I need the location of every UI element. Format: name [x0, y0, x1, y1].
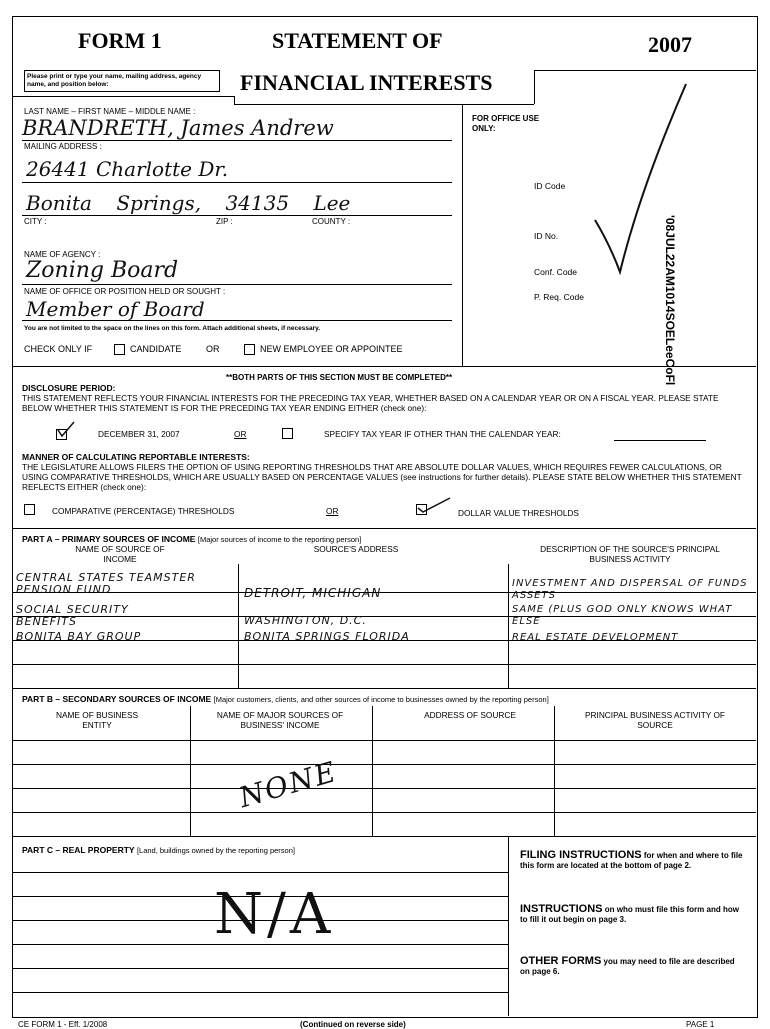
dec31-label: DECEMBER 31, 2007 — [98, 429, 180, 439]
print-instruction: Please print or type your name, mailing address, agency name, and position below: — [24, 70, 220, 92]
part-a-col2-header: SOURCE'S ADDRESS — [313, 544, 399, 554]
part-a-row2-activity[interactable]: SAME (PLUS GOD ONLY KNOWS WHAT ELSE — [512, 604, 733, 627]
manner-text: THE LEGISLATURE ALLOWS FILERS THE OPTION OF USING REPORTING THRESHOLDS THAT ARE ABSOLUTE DOLLAR VALUES, WHICH REQUIRES FEWER CALCULATIONS, OR USING COMPARATIVE THRESHOLDS, WHICH ARE USUALLY BASED ON PERCENTAGE VALUES (see instructions for further details). PLEASE STATE BELOW WHETHER THIS STATEMENT REFLECTS EITHER (check one): — [22, 462, 742, 492]
title-line1: STATEMENT OF — [272, 28, 443, 53]
agency-value[interactable]: Zoning Board — [26, 258, 179, 283]
check-only-if-label: CHECK ONLY IF — [24, 344, 93, 354]
candidate-checkbox[interactable] — [114, 344, 125, 355]
agency-label: NAME OF AGENCY : — [24, 250, 101, 259]
part-a-row1-activity[interactable]: INVESTMENT AND DISPERSAL OF FUNDS ASSETS — [512, 578, 748, 601]
part-b-none: NONE — [235, 754, 342, 815]
part-a-title: PART A – PRIMARY SOURCES OF INCOME — [22, 534, 196, 544]
part-b-note: [Major customers, clients, and other sources of income to businesses owned by the reporting person] — [213, 695, 549, 704]
threshold-or: OR — [326, 506, 339, 516]
conf-code-label: Conf. Code — [534, 267, 577, 277]
part-c-note: [Land, buildings owned by the reporting person] — [136, 846, 295, 855]
footer-continued: (Continued on reverse side) — [300, 1020, 406, 1029]
comparative-checkbox[interactable] — [24, 504, 35, 515]
part-c-heading — [22, 845, 295, 855]
office-use-label: FOR OFFICE USE ONLY: — [472, 114, 540, 133]
part-b-col1-header: NAME OF BUSINESS ENTITY — [55, 710, 139, 730]
part-b-col3-header: ADDRESS OF SOURCE — [424, 710, 516, 720]
specify-checkbox[interactable] — [282, 428, 293, 439]
name-value[interactable]: BRANDRETH, James Andrew — [22, 116, 334, 140]
address-value[interactable]: 26441 Charlotte Dr. — [26, 157, 229, 181]
part-a-col3-header: DESCRIPTION OF THE SOURCE'S PRINCIPAL BUSINESS ACTIVITY — [540, 544, 720, 564]
part-a-row3-name[interactable]: BONITA BAY GROUP — [16, 630, 142, 643]
part-c-na: N/A — [214, 882, 335, 947]
filing-title: FILING INSTRUCTIONS — [520, 849, 642, 861]
how-to-instructions — [520, 904, 746, 925]
part-a-row1-address[interactable]: DETROIT, MICHIGAN — [244, 586, 382, 600]
candidate-label: CANDIDATE — [130, 344, 182, 354]
period-or: OR — [234, 429, 247, 439]
manner-heading: MANNER OF CALCULATING REPORTABLE INTERESTS: — [22, 452, 250, 462]
filing-instructions — [520, 850, 746, 871]
footer-page: PAGE 1 — [686, 1020, 715, 1029]
footer-form-id: CE FORM 1 - Eff. 1/2008 — [18, 1020, 108, 1029]
part-a-heading — [22, 534, 361, 544]
specify-label: SPECIFY TAX YEAR IF OTHER THAN THE CALENDAR YEAR: — [324, 429, 561, 439]
both-parts-note: **BOTH PARTS OF THIS SECTION MUST BE COMPLETED** — [226, 373, 453, 382]
part-b-col2-header: NAME OF MAJOR SOURCES OF BUSINESS' INCOME — [216, 710, 344, 730]
other-title: OTHER FORMS — [520, 955, 602, 967]
other-text: you may need to file are described on page 6. — [520, 957, 735, 976]
part-a-row1-name[interactable]: CENTRAL STATES TEAMSTER PENSION FUND — [16, 571, 196, 596]
name-label: LAST NAME – FIRST NAME – MIDDLE NAME : — [24, 107, 196, 116]
dollar-check-mark — [414, 496, 454, 516]
part-a-row2-address[interactable]: WASHINGTON, D.C. — [244, 614, 367, 627]
dec31-check-mark — [54, 420, 78, 440]
part-a-note: [Major sources of income to the reporting person] — [197, 535, 362, 544]
part-b-heading — [22, 694, 549, 704]
position-label: NAME OF OFFICE OR POSITION HELD OR SOUGHT : — [24, 287, 226, 296]
position-value[interactable]: Member of Board — [26, 297, 205, 321]
title-line2: FINANCIAL INTERESTS — [240, 70, 493, 95]
address-label: MAILING ADDRESS : — [24, 142, 102, 151]
id-no-label: ID No. — [534, 231, 559, 241]
p-req-code-label: P. Req. Code — [534, 292, 584, 302]
part-c-title: PART C – REAL PROPERTY — [22, 845, 135, 855]
filing-text: for when and where to file this form are located at the bottom of page 2. — [520, 851, 743, 870]
instr-title: INSTRUCTIONS — [520, 903, 603, 915]
dollar-label: DOLLAR VALUE THRESHOLDS — [458, 508, 579, 518]
part-b-title: PART B – SECONDARY SOURCES OF INCOME — [22, 694, 212, 704]
id-code-label: ID Code — [534, 181, 566, 191]
part-b-col4-header: PRINCIPAL BUSINESS ACTIVITY OF SOURCE — [584, 710, 725, 730]
disclosure-period-text: THIS STATEMENT REFLECTS YOUR FINANCIAL INTERESTS FOR THE PRECEDING TAX YEAR, WHETHER BASED ON A CALENDAR YEAR OR ON A FISCAL YEAR. PLEASE STATE BELOW WHETHER THIS STATEMENT IS FOR THE PRECEDING TAX YEAR ENDING EITHER (check one): — [22, 393, 719, 413]
space-note: You are not limited to the space on the lines on this form. Attach additional sheets, if necessary. — [24, 325, 321, 332]
city-label: CITY : — [24, 217, 47, 226]
form-year: 2007 — [648, 32, 692, 57]
part-a-col1-header: NAME OF SOURCE OF INCOME — [75, 544, 165, 564]
county-label: COUNTY : — [312, 217, 351, 226]
comparative-label: COMPARATIVE (PERCENTAGE) THRESHOLDS — [52, 506, 235, 516]
part-a-row2-name[interactable]: SOCIAL SECURITY BENEFITS — [16, 603, 129, 628]
disclosure-period-heading: DISCLOSURE PERIOD: — [22, 383, 116, 393]
part-a-row3-address[interactable]: BONITA SPRINGS FLORIDA — [244, 630, 410, 643]
new-employee-label: NEW EMPLOYEE OR APPOINTEE — [260, 344, 403, 354]
or-label: OR — [206, 344, 220, 354]
part-a-row3-activity[interactable]: REAL ESTATE DEVELOPMENT — [512, 632, 679, 643]
form-number: FORM 1 — [78, 28, 162, 53]
other-forms — [520, 956, 746, 977]
new-employee-checkbox[interactable] — [244, 344, 255, 355]
office-check-mark — [590, 80, 690, 280]
city-line-value[interactable]: Bonita Springs, 34135 Lee — [26, 191, 351, 215]
zip-label: ZIP : — [216, 217, 233, 226]
instr-text: on who must file this form and how to fill it out begin on page 3. — [520, 905, 739, 924]
